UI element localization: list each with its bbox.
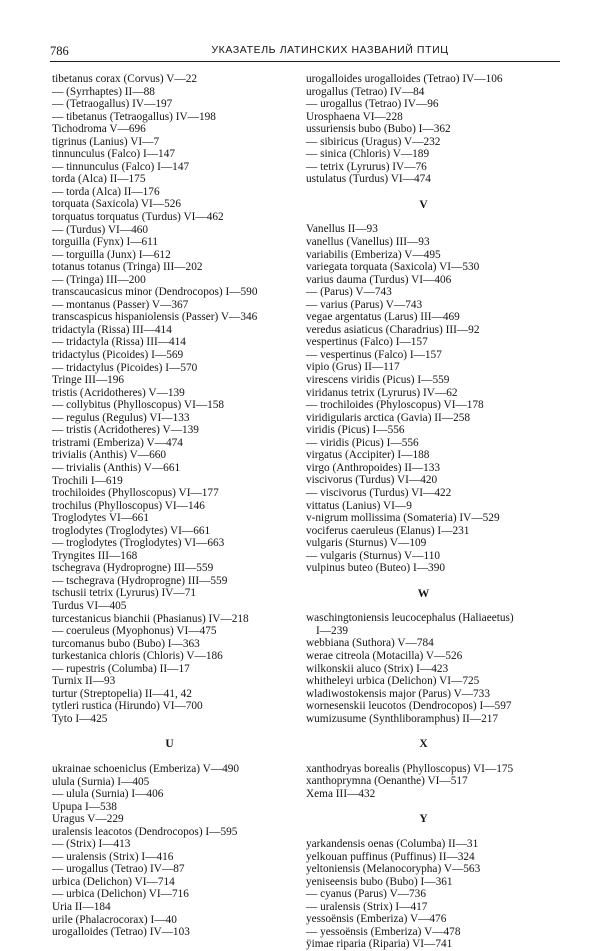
index-entry: transcaucasicus minor (Dendrocopos) I—590 — [52, 286, 258, 299]
index-entry: Tringe III—196 — [52, 374, 125, 387]
index-block-y — [306, 838, 541, 951]
index-entry: — regulus (Regulus) VI—133 — [52, 411, 190, 424]
index-entry: trivialis (Anthis) V—660 — [52, 449, 167, 462]
left-column — [52, 73, 287, 939]
index-entry: virgatus (Accipiter) I—188 — [306, 449, 430, 462]
page-number: 786 — [50, 44, 69, 58]
index-entry: Tyto I—425 — [52, 712, 108, 725]
index-entry: ÿimae riparia (Riparia) VI—741 — [306, 938, 453, 951]
index-entry: vegae argentatus (Larus) III—469 — [306, 311, 460, 324]
index-entry: — uralensis (Strix) I—416 — [52, 850, 174, 863]
index-entry: — (Syrrhaptes) II—88 — [52, 85, 155, 98]
index-entry: Turnix II—93 — [52, 675, 116, 688]
index-entry: tibetanus corax (Corvus) V—22 — [52, 73, 198, 85]
running-head: УКАЗАТЕЛЬ ЛАТИНСКИХ НАЗВАНИЙ ПТИЦ — [211, 44, 449, 56]
index-entry: turtur (Streptopelia) II—41, 42 — [52, 687, 192, 700]
index-entry: yessoënsis (Emberiza) V—476 — [306, 913, 447, 926]
index-entry: — ulula (Surnia) I—406 — [52, 788, 164, 801]
index-block-x — [306, 763, 541, 801]
index-entry: vanellus (Vanellus) III—93 — [306, 236, 430, 249]
index-entry: trochiloides (Phylloscopus) VI—177 — [52, 487, 219, 500]
index-entry: whitheleyi urbica (Delichon) VI—725 — [306, 675, 480, 688]
index-entry: waschingtoniensis leucocephalus (Haliaeetus) I—239 — [306, 612, 514, 637]
index-entry: Turdus VI—405 — [52, 599, 127, 612]
index-entry: trochilus (Phylloscopus) VI—146 — [52, 499, 205, 512]
index-entry: v-nigrum mollissima (Somateria) IV—529 — [306, 512, 500, 525]
index-block-u — [52, 763, 287, 939]
index-entry: — vulgaris (Sturnus) V—110 — [306, 549, 440, 562]
section-letter-x: X — [419, 738, 428, 751]
index-entry: — trivialis (Anthis) V—661 — [52, 461, 181, 474]
index-entry: — sinica (Chloris) V—189 — [306, 148, 430, 161]
index-entry: virescens viridis (Picus) I—559 — [306, 374, 450, 387]
index-entry: — rupestris (Columba) II—17 — [52, 662, 190, 675]
index-entry: — viridis (Picus) I—556 — [306, 436, 419, 449]
index-entry: veredus asiaticus (Charadrius) III—92 — [306, 323, 480, 336]
index-block-v — [306, 223, 541, 574]
index-entry: tridactyla (Rissa) III—414 — [52, 323, 172, 336]
index-entry: vespertinus (Falco) I—157 — [306, 336, 428, 349]
index-entry: tytleri rustica (Hirundo) VI—700 — [52, 700, 203, 713]
index-entry: urbica (Delichon) VI—714 — [52, 875, 175, 888]
index-entry: vulgaris (Sturnus) V—109 — [306, 537, 427, 550]
index-entry: tigrinus (Lanius) VI—7 — [52, 135, 160, 148]
index-entry: tschusii tetrix (Lyrurus) IV—71 — [52, 587, 197, 600]
index-entry: urogallus (Tetrao) IV—84 — [306, 85, 425, 98]
header-rule — [50, 61, 560, 62]
index-block-t — [52, 73, 287, 725]
index-entry: vulpinus buteo (Buteo) I—390 — [306, 562, 445, 575]
index-entry: viridis (Picus) I—556 — [306, 424, 405, 437]
index-entry: Uragus V—229 — [52, 813, 124, 826]
index-entry: — tschegrava (Hydroprogne) III—559 — [52, 574, 228, 587]
index-entry: torquata (Saxicola) VI—526 — [52, 198, 182, 211]
index-entry: viridigularis arctica (Gavia) II—258 — [306, 411, 471, 424]
index-entry: vipio (Grus) II—117 — [306, 361, 400, 374]
index-entry: tristrami (Emberiza) V—474 — [52, 436, 183, 449]
index-entry: — coeruleus (Myophonus) VI—475 — [52, 625, 217, 638]
index-entry: wornesenskii leucotos (Dendrocopos) I—597 — [306, 700, 512, 713]
index-entry: ulula (Surnia) I—405 — [52, 775, 150, 788]
index-entry: vociferus caeruleus (Elanus) I—231 — [306, 524, 470, 537]
index-entry: — uralensis (Strix) I—417 — [306, 900, 428, 913]
right-column — [306, 73, 541, 951]
index-entry: ussuriensis bubo (Bubo) I—362 — [306, 123, 451, 136]
index-entry: viscivorus (Turdus) VI—420 — [306, 474, 438, 487]
index-entry: xanthoprymna (Oenanthe) VI—517 — [306, 775, 468, 788]
index-entry: yarkandensis oenas (Columba) II—31 — [306, 837, 479, 850]
index-entry: — trochiloides (Phyloscopus) VI—178 — [306, 399, 484, 412]
index-entry: — tridactyla (Rissa) III—414 — [52, 336, 186, 349]
index-entry: urile (Phalacrocorax) I—40 — [52, 913, 177, 926]
index-entry: — urogallus (Tetrao) IV—96 — [306, 98, 439, 111]
index-entry: — tetrix (Lyrurus) IV—76 — [306, 160, 427, 173]
index-entry: wladiwostokensis major (Parus) V—733 — [306, 687, 490, 700]
index-entry: — (Tringa) III—200 — [52, 273, 146, 286]
section-letter-w: W — [417, 587, 430, 600]
index-entry: — viscivorus (Turdus) VI—422 — [306, 486, 452, 499]
index-entry: ustulatus (Turdus) VI—474 — [306, 173, 431, 186]
index-entry: — (Parus) V—743 — [306, 286, 392, 299]
index-entry: wilkonskii aluco (Strix) I—423 — [306, 662, 449, 675]
index-entry: — collybitus (Phylloscopus) VI—158 — [52, 399, 225, 412]
index-entry: — (Tetraogallus) IV—197 — [52, 98, 173, 111]
section-letter-v: V — [419, 198, 428, 211]
index-entry: turkestanica chloris (Chloris) V—186 — [52, 650, 223, 663]
index-entry: tristis (Acridotheres) V—139 — [52, 386, 185, 399]
index-entry: ukrainae schoeniclus (Emberiza) V—490 — [52, 762, 240, 775]
index-entry: yeniseensis bubo (Bubo) I—361 — [306, 875, 453, 888]
index-entry: varius dauma (Turdus) VI—406 — [306, 273, 452, 286]
index-block-u-continued — [306, 73, 541, 186]
index-entry: — (Turdus) VI—460 — [52, 223, 149, 236]
index-entry: viridanus tetrix (Lyrurus) IV—62 — [306, 386, 458, 399]
index-entry: — tristis (Acridotheres) V—139 — [52, 424, 199, 437]
index-entry: troglodytes (Troglodytes) VI—661 — [52, 524, 211, 537]
index-entry: virgo (Anthropoides) II—133 — [306, 461, 441, 474]
index-entry: totanus totanus (Tringa) III—202 — [52, 261, 203, 274]
index-entry: Urosphaena VI—228 — [306, 110, 403, 123]
index-entry: Uria II—184 — [52, 901, 111, 913]
index-entry: yeltoniensis (Melanocorypha) V—563 — [306, 863, 481, 876]
index-entry: wumizusume (Synthliboramphus) II—217 — [306, 712, 499, 725]
index-entry: — urogallus (Tetrao) IV—87 — [52, 863, 185, 876]
index-entry: — montanus (Passer) V—367 — [52, 298, 189, 311]
index-entry: Vanellus II—93 — [306, 223, 378, 236]
index-entry: torguilla (Fynx) I—611 — [52, 236, 159, 249]
index-entry: tschegrava (Hydroprogne) III—559 — [52, 562, 214, 575]
index-entry: variabilis (Emberiza) V—495 — [306, 248, 441, 261]
index-entry: Tryngites III—168 — [52, 549, 138, 562]
index-entry: variegata torquata (Saxicola) VI—530 — [306, 261, 480, 274]
index-entry: transcaspicus hispaniolensis (Passer) V—346 — [52, 311, 258, 324]
index-entry: urogalloides (Tetrao) IV—103 — [52, 926, 190, 939]
index-entry: webbiana (Suthora) V—784 — [306, 637, 434, 650]
index-entry: uralensis leacotos (Dendrocopos) I—595 — [52, 825, 238, 838]
index-entry: werae citreola (Motacilla) V—526 — [306, 649, 463, 662]
index-entry: turcomanus bubo (Bubo) I—363 — [52, 637, 200, 650]
index-entry: Trochili I—619 — [52, 474, 123, 487]
index-entry: — (Strix) I—413 — [52, 838, 131, 851]
section-letter-u: U — [165, 738, 174, 751]
index-entry: torquatus torquatus (Turdus) VI—462 — [52, 211, 224, 224]
index-entry: — yessoënsis (Emberiza) V—478 — [306, 925, 461, 938]
index-entry: Troglodytes VI—661 — [52, 512, 149, 525]
index-entry: tinnunculus (Falco) I—147 — [52, 148, 175, 161]
index-entry: — sibiricus (Uragus) V—232 — [306, 135, 441, 148]
section-letter-y: Y — [419, 813, 428, 826]
index-entry: vittatus (Lanius) VI—9 — [306, 499, 412, 512]
index-entry: xanthodryas borealis (Phylloscopus) VI—175 — [306, 762, 514, 775]
index-entry: urogalloides urogalloides (Tetrao) IV—106 — [306, 73, 503, 85]
index-entry: — vespertinus (Falco) I—157 — [306, 348, 442, 361]
index-entry: turcestanicus bianchii (Phasianus) IV—218 — [52, 612, 249, 625]
index-entry: Xema III—432 — [306, 787, 376, 800]
index-entry: — torguilla (Junx) I—612 — [52, 248, 171, 261]
index-entry: — cyanus (Parus) V—736 — [306, 888, 426, 901]
index-entry: Tichodroma V—696 — [52, 123, 146, 136]
index-entry: — torda (Alca) II—176 — [52, 185, 160, 198]
index-entry: torda (Alca) II—175 — [52, 173, 146, 186]
index-entry: Upupa I—538 — [52, 800, 117, 813]
index-entry: — tinnunculus (Falco) I—147 — [52, 160, 190, 173]
index-block-w — [306, 612, 541, 725]
index-entry: — urbica (Delichon) VI—716 — [52, 888, 189, 901]
index-entry: — varius (Parus) V—743 — [306, 298, 423, 311]
index-entry: — tridactylus (Picoides) I—570 — [52, 361, 198, 374]
index-entry: tridactylus (Picoides) I—569 — [52, 349, 184, 362]
index-entry: — troglodytes (Troglodytes) VI—663 — [52, 537, 225, 550]
index-entry: yelkouan puffinus (Puffinus) II—324 — [306, 850, 475, 863]
index-entry: — tibetanus (Tetraogallus) IV—198 — [52, 110, 216, 123]
